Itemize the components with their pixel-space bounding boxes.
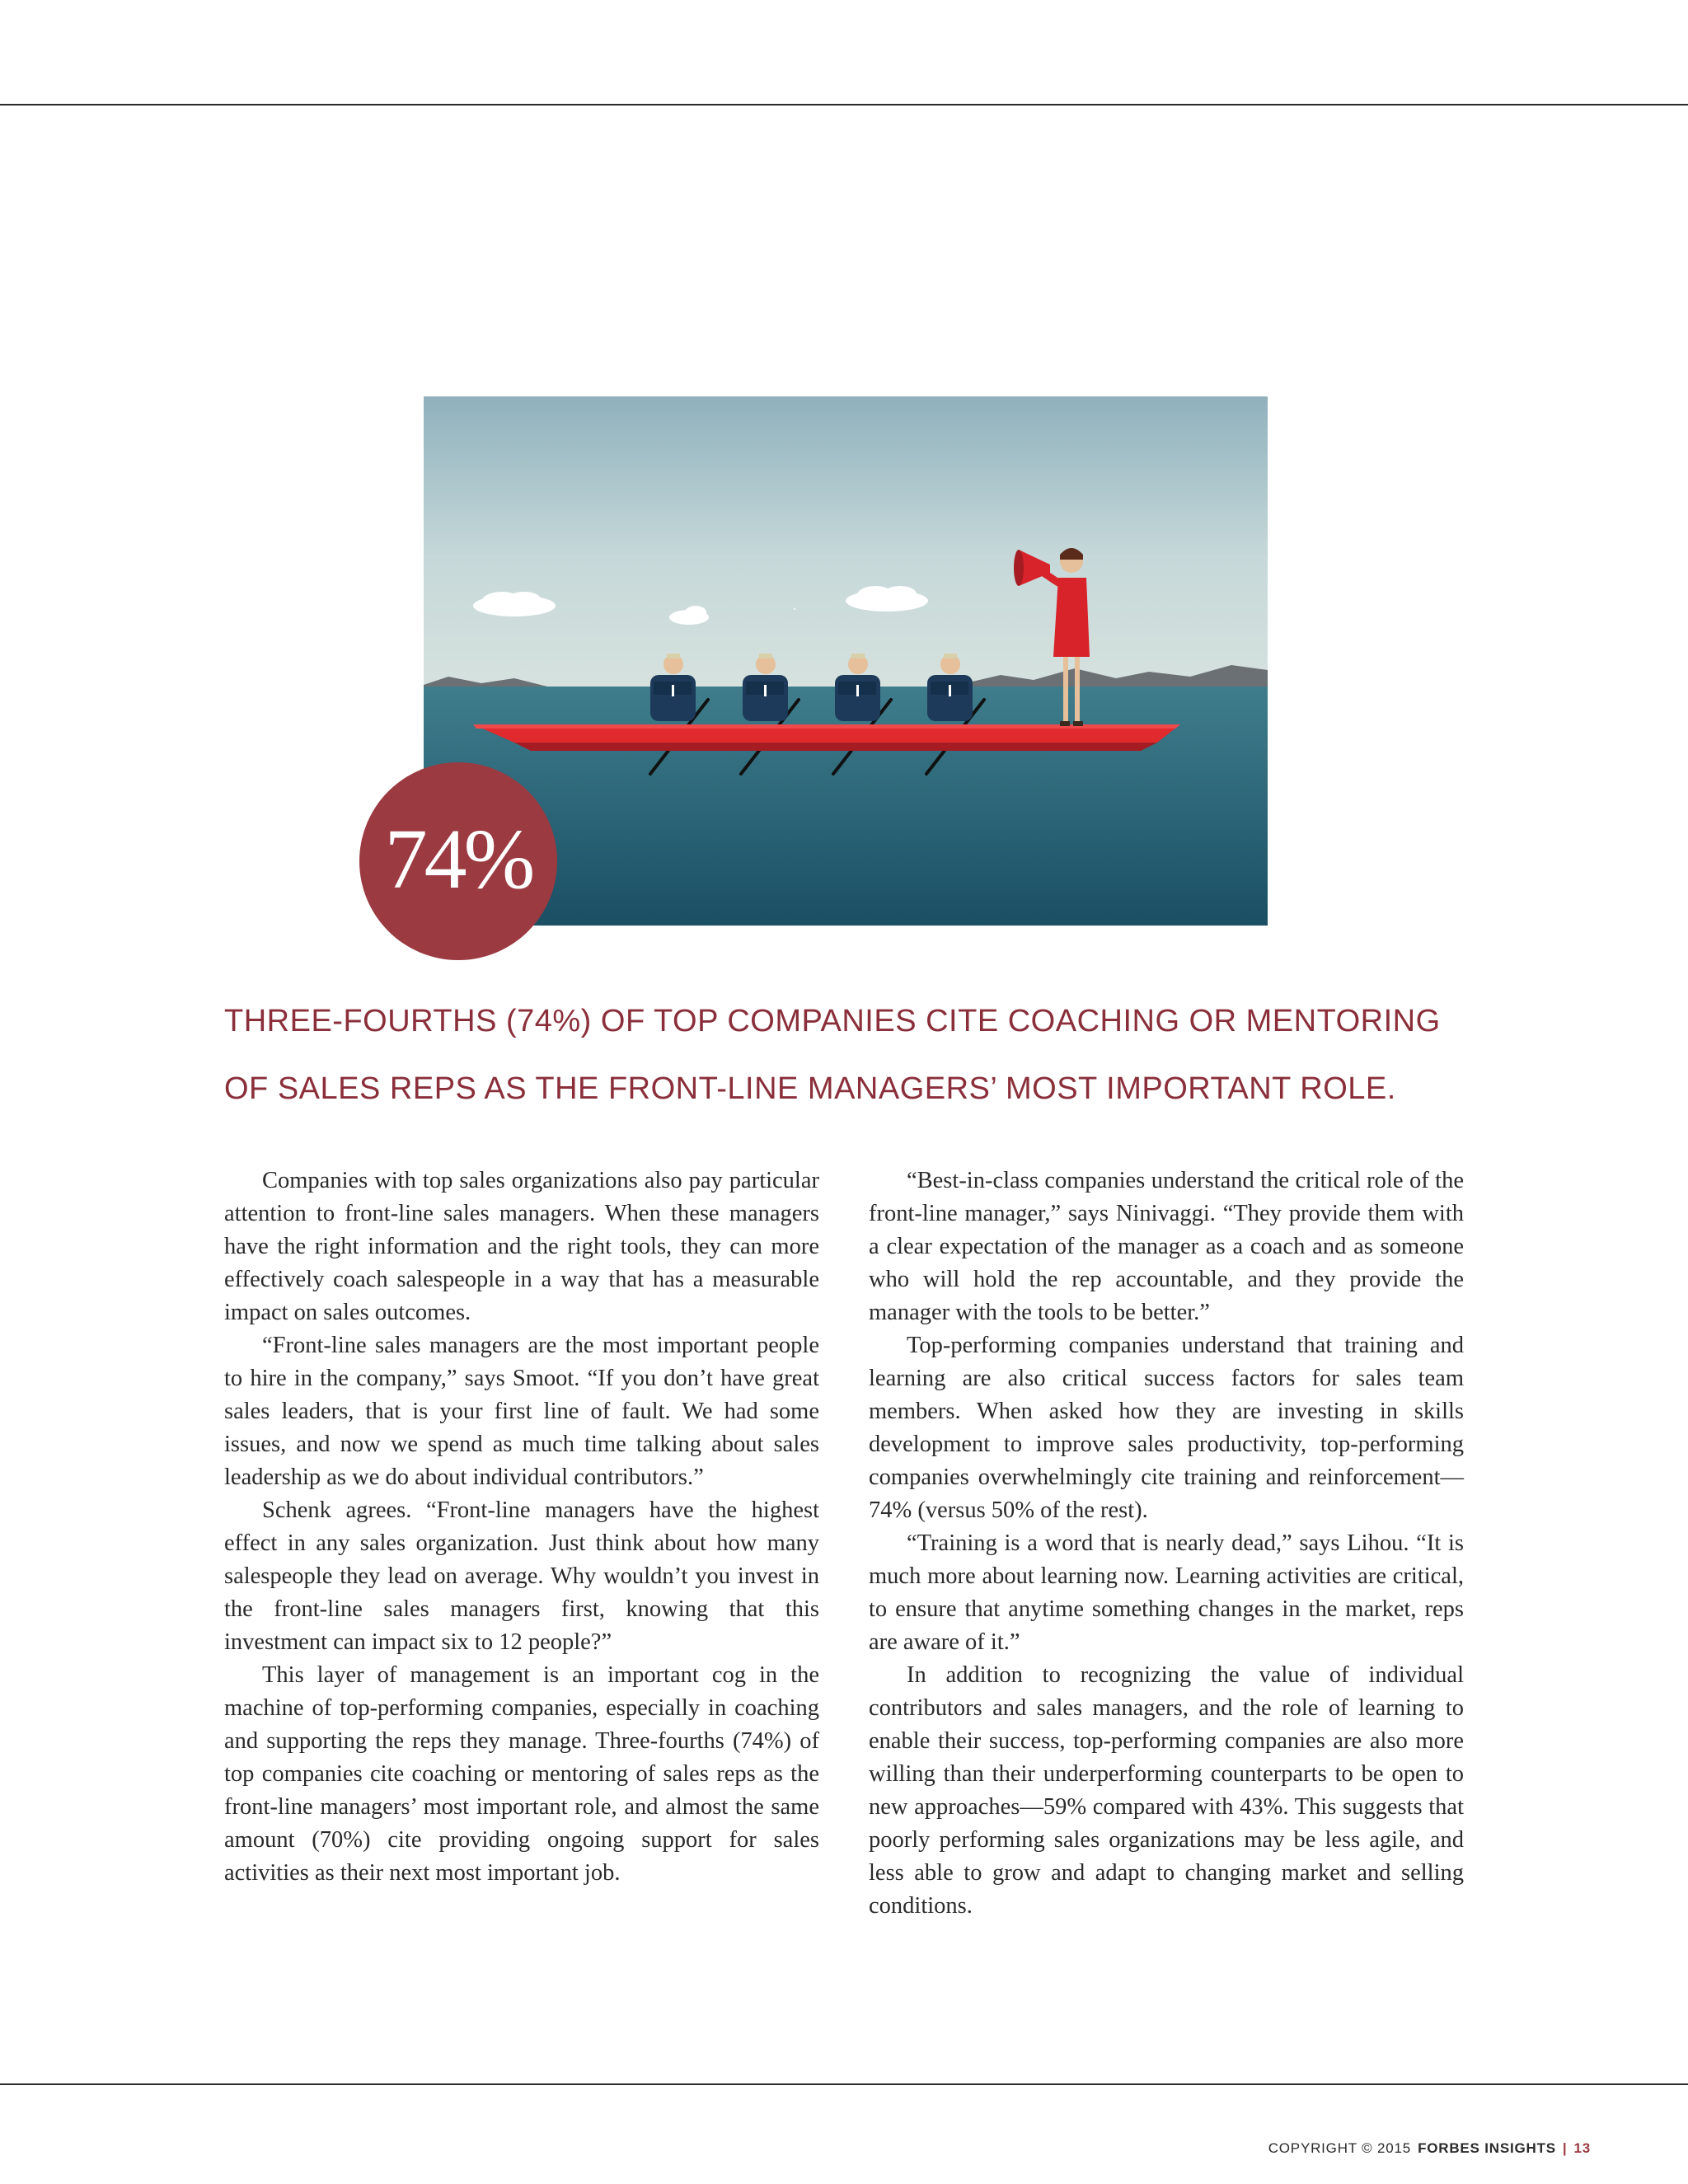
paragraph: Top-performing companies understand that training and learning are also critical success factors for sales team members. When asked how they are investing in skills development to improve sales productivity, top-performing companies overwhelmingly cite training and reinforcement—74% (versus 50% of the rest). [869,1333,1464,1523]
page-number: 13 [1573,2140,1591,2156]
top-rule [0,104,1688,105]
pull-quote-headline [224,987,1510,1122]
boat [473,724,1180,751]
page-footer [1268,2140,1591,2157]
publisher-brand: FORBES INSIGHTS [1418,2140,1556,2156]
footer-separator: | [1562,2140,1568,2156]
paragraph: “Training is a word that is nearly dead,” says Lihou. “It is much more about learning now. Learning activities are critical, to ensure that anytime something changes in the market, reps are aware of it.” [869,1530,1464,1655]
headline-line-2: OF SALES REPS AS THE FRONT-LINE MANAGERS’ MOST IMPORTANT ROLE. [224,1071,1396,1106]
bottom-rule [0,2083,1688,2085]
paragraph: Schenk agrees. “Front-line managers have the highest effect in any sales organization. Just think about how many salespeople they lead on average. Why wouldn’t you invest in the front-line sales managers first, knowing that this investment can impact six to 12 people?” [224,1497,819,1655]
paragraph: “Front-line sales managers are the most important people to hire in the company,” says Smoot. “If you don’t have great sales leaders, that is your first line of fault. We had some issues, and now we spend as much time talking about sales leadership as we do about individual contributors.” [224,1333,819,1490]
percentage-badge [359,762,557,960]
paragraph: This layer of management is an important cog in the machine of top-performing companies, especially in coaching and supporting the reps they manage. Three-fourths (74%) of top companies cite coaching or mentoring of sales reps as the front-line managers’ most important role, and almost the same amount (70%) cite providing ongoing support for sales activities as their next most important job. [224,1662,819,1886]
headline-line-1: THREE-FOURTHS (74%) OF TOP COMPANIES CITE COACHING OR MENTORING [224,1004,1441,1038]
body-column-left [224,1165,819,1890]
paragraph: Companies with top sales organizations also pay particular attention to front-line sales managers. When these managers have the right information and the right tools, they can more effectively coach salespeople in a way that has a measurable impact on sales outcomes. [224,1168,819,1325]
paragraph: In addition to recognizing the value of individual contributors and sales managers, and the role of learning to enable their success, top-performing companies are also more willing than their underperforming counterparts to be open to new approaches—59% compared with 43%. This suggests that poorly performing sales organizations may be less agile, and less able to grow and adapt to changing market and selling conditions. [869,1662,1464,1919]
paragraph: “Best-in-class companies understand the critical role of the front-line manager,” says Ninivaggi. “They provide them with a clear expectation of the manager as a coach and as someone who will hold the rep accountable, and they provide the manager with the tools to be better.” [869,1168,1464,1325]
body-column-right [869,1165,1464,1923]
badge-value: 74% [384,812,532,907]
sky [424,396,1268,689]
copyright: COPYRIGHT © 2015 [1268,2140,1412,2156]
